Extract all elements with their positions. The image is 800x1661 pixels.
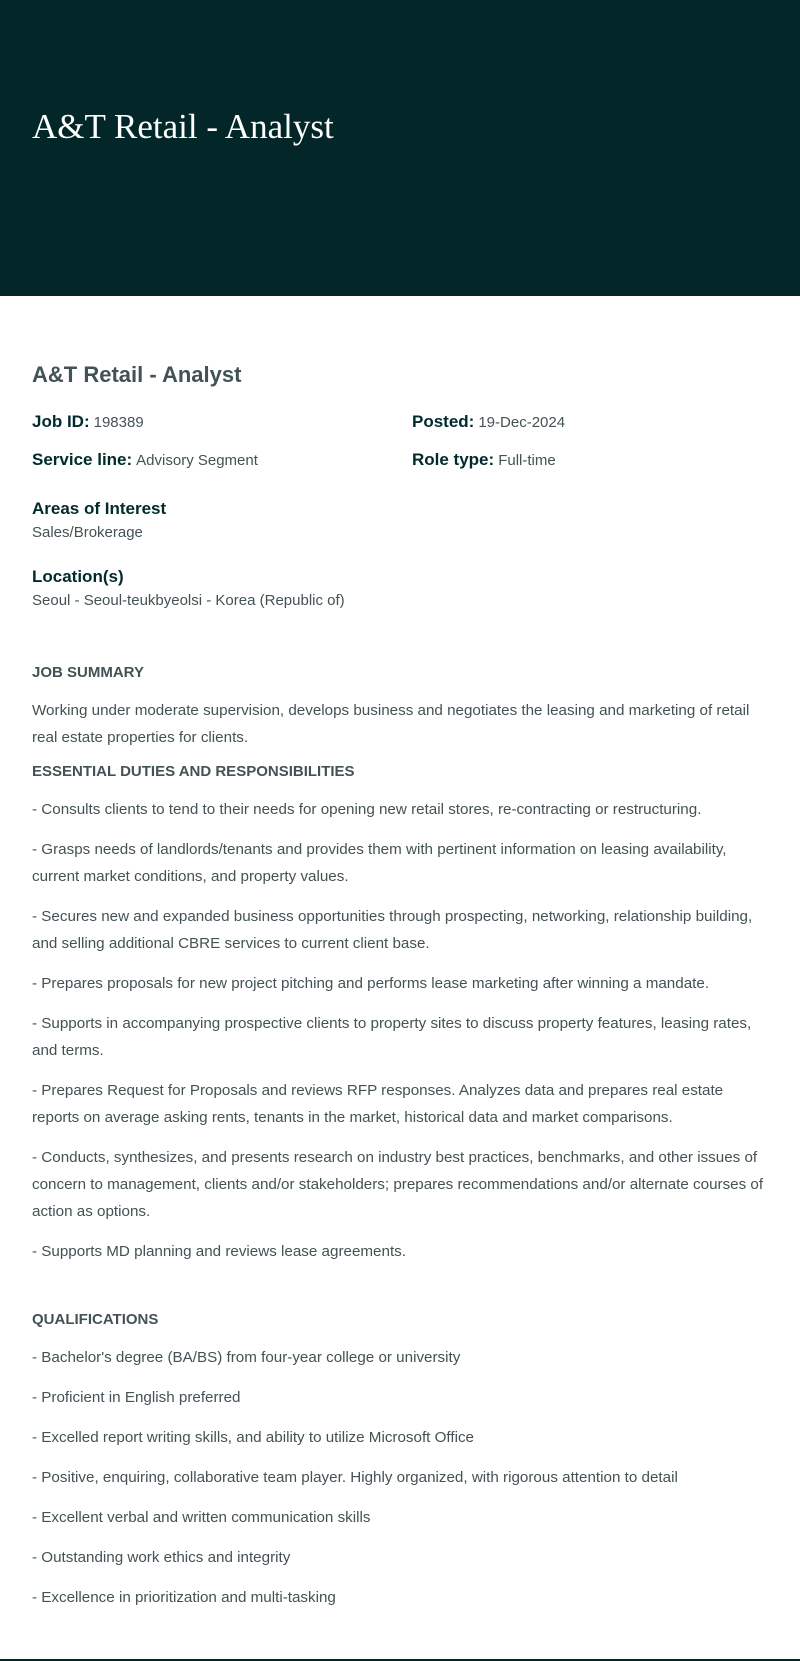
role-type	[412, 444, 768, 476]
locations-label: Location(s)	[32, 567, 124, 586]
areas-of-interest-value: Sales/Brokerage	[32, 524, 143, 541]
duty-item: - Conducts, synthesizes, and presents research on industry best practices, benchmarks, and other issues of concern to management, clients and/or stakeholders; prepares recommendations and/or alternate courses of action as options.	[32, 1149, 764, 1220]
qualification-item: - Positive, enquiring, collaborative team player. Highly organized, with rigorous attention to detail	[32, 1469, 678, 1486]
locations-value: Seoul - Seoul-teukbyeolsi - Korea (Republic of)	[32, 592, 345, 609]
qualification-item: - Excellence in prioritization and multi-tasking	[32, 1589, 336, 1606]
service-line-value: Advisory Segment	[136, 452, 258, 469]
hero-banner	[0, 0, 800, 296]
job-summary-heading: JOB SUMMARY	[32, 664, 144, 681]
qualification-item: - Bachelor's degree (BA/BS) from four-year college or university	[32, 1349, 461, 1366]
duty-item: - Supports in accompanying prospective clients to property sites to discuss property features, leasing rates, and terms.	[32, 1015, 752, 1059]
job-id-value: 198389	[93, 414, 144, 431]
posted-date	[412, 406, 768, 438]
duty-item: - Secures new and expanded business opportunities through prospecting, networking, relationship building, and selling additional CBRE services to current client base.	[32, 908, 753, 952]
duties-list	[32, 796, 768, 1265]
job-id	[32, 406, 412, 438]
duty-item: - Prepares proposals for new project pitching and performs lease marketing after winning a mandate.	[32, 975, 710, 992]
job-summary-text: Working under moderate supervision, develops business and negotiates the leasing and marketing of retail real estate properties for clients.	[32, 702, 750, 746]
job-id-label: Job ID:	[32, 412, 90, 431]
job-title: A&T Retail - Analyst	[32, 362, 242, 387]
role-type-value: Full-time	[498, 452, 556, 469]
areas-of-interest-label: Areas of Interest	[32, 499, 167, 518]
locations	[32, 564, 768, 612]
service-line-label: Service line:	[32, 450, 133, 469]
qualifications-list	[32, 1344, 768, 1611]
qualification-item: - Excelled report writing skills, and ability to utilize Microsoft Office	[32, 1429, 475, 1446]
posted-label: Posted:	[412, 412, 475, 431]
areas-of-interest	[32, 496, 768, 544]
job-details	[32, 356, 768, 1611]
service-line	[32, 444, 412, 476]
hero-title: A&T Retail - Analyst	[32, 107, 334, 146]
qualification-item: - Excellent verbal and written communication skills	[32, 1509, 371, 1526]
qualification-item: - Proficient in English preferred	[32, 1389, 241, 1406]
duty-item: - Supports MD planning and reviews lease agreements.	[32, 1243, 406, 1260]
duty-item: - Prepares Request for Proposals and reviews RFP responses. Analyzes data and prepares real estate reports on average asking rents, tenants in the market, historical data and market comparisons.	[32, 1082, 724, 1126]
job-meta	[32, 406, 768, 476]
qualifications-heading: QUALIFICATIONS	[32, 1311, 159, 1328]
qualification-item: - Outstanding work ethics and integrity	[32, 1549, 291, 1566]
duty-item: - Grasps needs of landlords/tenants and provides them with pertinent information on leasing availability, current market conditions, and property values.	[32, 841, 727, 885]
posted-value: 19-Dec-2024	[478, 414, 566, 431]
duty-item: - Consults clients to tend to their needs for opening new retail stores, re-contracting or restructuring.	[32, 801, 702, 818]
role-type-label: Role type:	[412, 450, 495, 469]
duties-heading: ESSENTIAL DUTIES AND RESPONSIBILITIES	[32, 763, 355, 780]
